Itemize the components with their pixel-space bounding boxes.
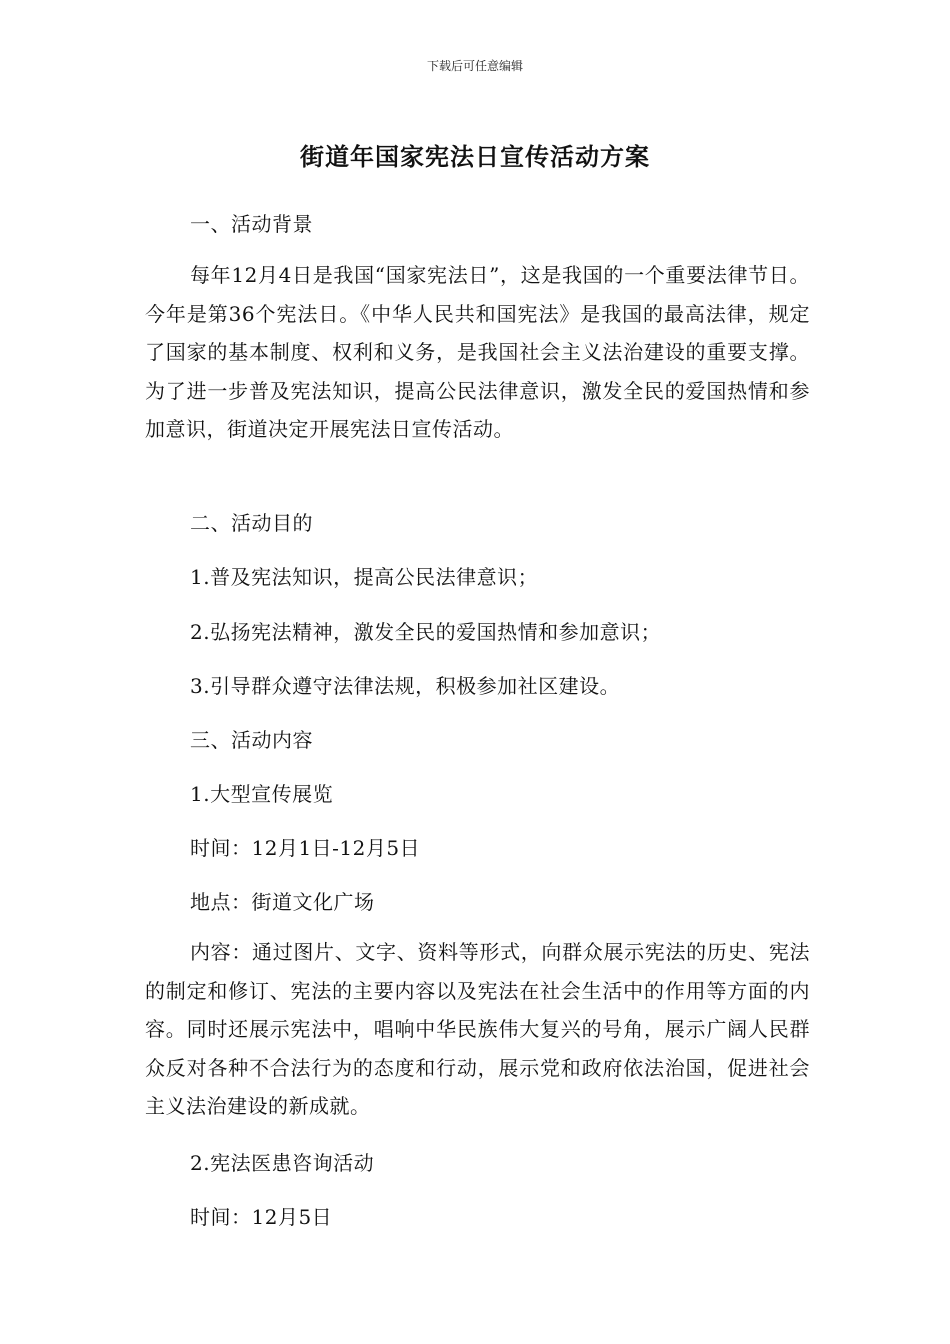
activity-2-title: 2.宪法医患咨询活动 (190, 1151, 375, 1175)
purpose-item-3: 3.引导群众遵守法律法规，积极参加社区建设。 (190, 674, 621, 698)
document-title: 街道年国家宪法日宣传活动方案 (300, 143, 650, 171)
activity-1-title: 1.大型宣传展览 (190, 782, 334, 806)
purpose-item-2: 2.弘扬宪法精神，激发全民的爱国热情和参加意识； (190, 620, 662, 644)
activity-1-place: 地点：街道文化广场 (190, 890, 375, 914)
activity-1-content: 内容：通过图片、文字、资料等形式，向群众展示宪法的历史、宪法的制定和修订、宪法的主要内容以及宪法在社会生活中的作用等方面的内容。同时还展示宪法中，唱响中华民族伟大复兴的号角，展示广阔人民群众反对各种不合法行为的态度和行动，展示党和政府依法治国，促进社会主义法治建设的新成就。 (145, 940, 810, 1118)
activity-1-time: 时间：12月1日-12月5日 (190, 836, 421, 860)
section-heading-content: 三、活动内容 (190, 728, 313, 752)
section-heading-background: 一、活动背景 (190, 212, 313, 236)
header-note: 下载后可任意编辑 (426, 59, 523, 73)
background-paragraph: 每年12月4日是我国“国家宪法日”，这是我国的一个重要法律节日。今年是第36个宪法日。《中华人民共和国宪法》是我国的最高法律，规定了国家的基本制度、权利和义务，是我国社会主义法治建设的重要支撑。为了进一步普及宪法知识，提高公民法律意识，激发全民的爱国热情和参加意识，街道决定开展宪法日宣传活动。 (145, 263, 810, 441)
purpose-item-1: 1.普及宪法知识，提高公民法律意识； (190, 565, 539, 589)
activity-2-time: 时间：12月5日 (190, 1205, 333, 1229)
section-heading-purpose: 二、活动目的 (190, 511, 313, 535)
